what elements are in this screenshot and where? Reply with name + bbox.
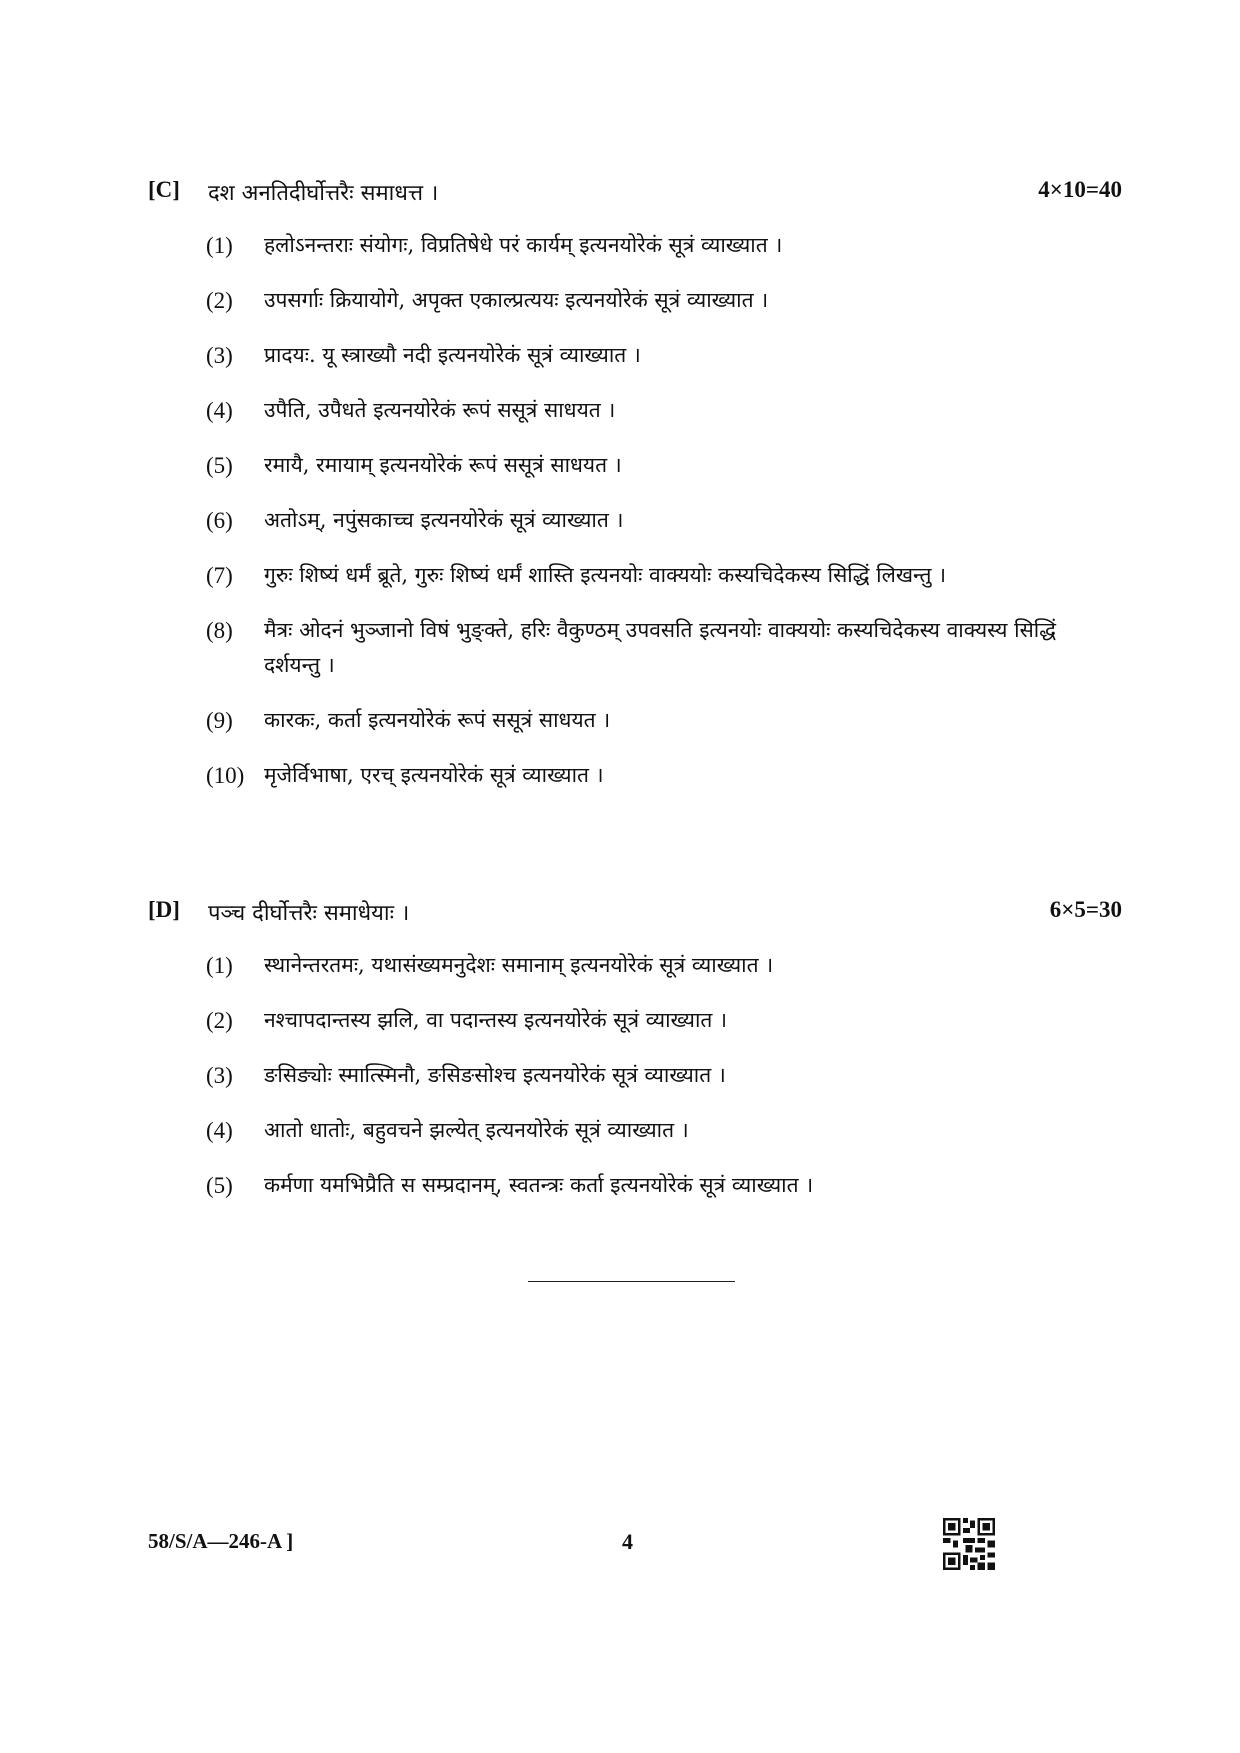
section-c-tag: [C] — [148, 177, 180, 202]
question-number: (3) — [206, 343, 233, 368]
question-item — [206, 703, 1106, 738]
question-item — [206, 1168, 1106, 1203]
question-number: (8) — [206, 618, 233, 643]
question-item — [206, 758, 1106, 793]
question-number: (2) — [206, 288, 233, 313]
question-number: (7) — [206, 563, 233, 588]
question-text: कर्मणा यमभिप्रैति स सम्प्रदानम्, स्वतन्त्रः कर्ता इत्यनयोरेकं सूत्रं व्याख्यात । — [264, 1173, 814, 1197]
end-divider — [528, 1281, 735, 1282]
question-number: (10) — [206, 763, 245, 788]
section-c-instruction: दश अनतिदीर्घोत्तरैः समाधत्त । — [208, 181, 439, 206]
question-item — [206, 503, 1106, 538]
section-d-instruction: पञ्च दीर्घोत्तरैः समाधेयाः । — [208, 901, 410, 926]
question-item — [206, 558, 1106, 593]
question-item — [206, 1113, 1106, 1148]
question-text: रमायै, रमायाम् इत्यनयोरेकं रूपं ससूत्रं साधयत । — [264, 453, 622, 477]
question-number: (4) — [206, 1118, 233, 1143]
question-number: (3) — [206, 1063, 233, 1088]
question-item — [206, 1058, 1106, 1093]
question-item — [206, 948, 1106, 983]
question-number: (5) — [206, 1173, 233, 1198]
paper-code: 58/S/A—246-A ] — [148, 1529, 294, 1553]
question-number: (5) — [206, 453, 233, 478]
question-text: हलोऽनन्तराः संयोगः, विप्रतिषेधे परं कार्यम् इत्यनयोरेकं सूत्रं व्याख्यात । — [264, 233, 783, 257]
question-number: (2) — [206, 1008, 233, 1033]
section-c-question-list — [206, 228, 1106, 813]
question-text: उपसर्गाः क्रियायोगे, अपृक्त एकाल्प्रत्ययः इत्यनयोरेकं सूत्रं व्याख्यात । — [264, 288, 769, 312]
question-text: आतो धातोः, बहुवचने झल्येत् इत्यनयोरेकं सूत्रं व्याख्यात । — [264, 1118, 689, 1142]
question-text: अतोऽम्, नपुंसकाच्च इत्यनयोरेकं सूत्रं व्याख्यात । — [264, 508, 624, 532]
section-c-header — [148, 177, 1122, 217]
question-item — [206, 338, 1106, 373]
question-text: स्थानेन्तरतमः, यथासंख्यमनुदेशः समानाम् इत्यनयोरेकं सूत्रं व्याख्यात । — [264, 953, 774, 977]
question-text: प्रादयः. यू स्त्राख्यौ नदी इत्यनयोरेकं सूत्रं व्याख्यात । — [264, 343, 641, 367]
page-number: 4 — [622, 1529, 633, 1554]
question-text: मृजेर्विभाषा, एरच् इत्यनयोरेकं सूत्रं व्याख्यात । — [264, 763, 604, 787]
section-d-marks: 6×5=30 — [1049, 897, 1122, 922]
question-number: (4) — [206, 398, 233, 423]
question-number: (9) — [206, 708, 233, 733]
qr-code-icon — [943, 1518, 995, 1570]
section-d-question-list — [206, 948, 1106, 1223]
question-item — [206, 283, 1106, 318]
question-text: नश्चापदान्तस्य झलि, वा पदान्तस्य इत्यनयोरेकं सूत्रं व्याख्यात । — [264, 1008, 728, 1032]
question-item — [206, 613, 1106, 683]
question-number: (6) — [206, 508, 233, 533]
section-c-marks: 4×10=40 — [1038, 177, 1122, 202]
question-number: (1) — [206, 953, 233, 978]
question-text: मैत्रः ओदनं भुञ्जानो विषं भुङ्क्ते, हरिः वैकुण्ठम् उपवसति इत्यनयोः वाक्ययोः कस्यचिदेकस्य वाक्यस्य सिद्धिं दर्शयन्तु । — [264, 618, 1056, 677]
question-text: कारकः, कर्ता इत्यनयोरेकं रूपं ससूत्रं साधयत । — [264, 708, 611, 732]
question-text: ङसिङ्योः स्मात्स्मिनौ, ङसिङसोश्च इत्यनयोरेकं सूत्रं व्याख्यात । — [264, 1063, 726, 1087]
question-text: गुरुः शिष्यं धर्मं ब्रूते, गुरुः शिष्यं धर्मं शास्ति इत्यनयोः वाक्ययोः कस्यचिदेकस्य सिद्धिं लिखन्तु । — [264, 563, 947, 587]
question-number: (1) — [206, 233, 233, 258]
question-item — [206, 448, 1106, 483]
question-item — [206, 228, 1106, 263]
question-item — [206, 1003, 1106, 1038]
question-item — [206, 393, 1106, 428]
section-d-header — [148, 897, 1122, 937]
section-d-tag: [D] — [148, 897, 180, 922]
question-text: उपैति, उपैधते इत्यनयोरेकं रूपं ससूत्रं साधयत । — [264, 398, 616, 422]
